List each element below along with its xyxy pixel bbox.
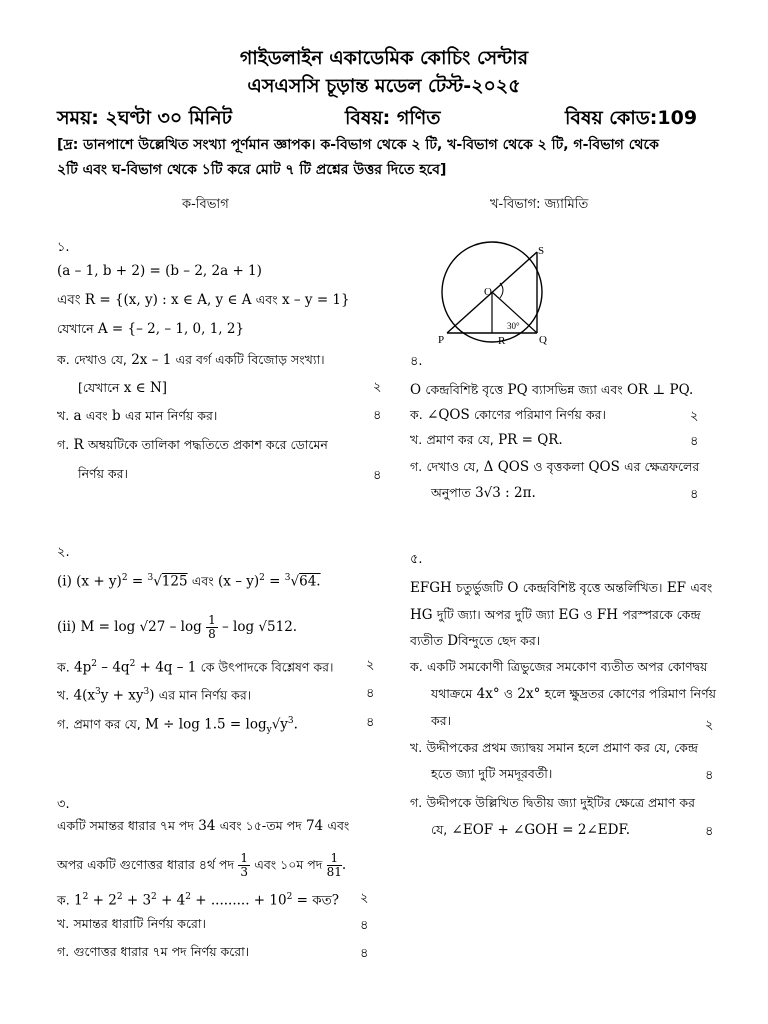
exam-title: এসএসসি চূড়ান্ত মডেল টেস্ট-২০২৫: [247, 75, 521, 97]
q1-part-ga: গ. R অম্বয়টিকে তালিকা পদ্ধতিতে প্রকাশ করে ডোমেন: [57, 437, 328, 453]
q2-kha-mark: ৪: [366, 686, 375, 701]
q5-stem-line-2: HG দুটি জ্যা। অপর দুটি জ্যা EG ও FH পরস্পরকে কেন্দ্র: [410, 607, 701, 623]
angle-label: 30°: [507, 321, 520, 331]
q4-ka-mark: ২: [690, 409, 699, 424]
q4-part-kha: খ. প্রমাণ কর যে, PR = QR.: [410, 432, 563, 448]
q1-ga-mark: ৪: [373, 468, 382, 483]
q3-ga-mark: ৪: [360, 946, 369, 961]
q1-part-ka: ক. দেখাও যে, 2x – 1 এর বর্গ একটি বিজোড় সংখ্যা।: [57, 352, 325, 368]
q3-part-ga: গ. গুণোত্তর ধারার ৭ম পদ নির্ণয় করো।: [57, 944, 250, 959]
section-kha-heading: খ-বিভাগ: জ্যামিতি: [490, 197, 589, 212]
question-number: ২.: [57, 545, 70, 560]
q5-part-ka-line-3: কর।: [431, 713, 452, 728]
q5-part-ga-line-2: যে, ∠EOF + ∠GOH = 2∠EDF.: [431, 822, 631, 838]
question-number: ৩.: [57, 797, 70, 812]
q5-part-ka-line-2: যথাক্রমে 4x° ও 2x° হলে ক্ষুদ্রতর কোণের পরিমাণ নির্ণয়: [431, 686, 717, 702]
label-r: R: [498, 335, 506, 347]
q1-relation: এবং R = {(x, y) : x ∈ A, y ∈ A এবং x – y = 1}: [57, 292, 350, 308]
label-s: S: [538, 245, 545, 257]
q5-stem-line-1: EFGH চতুর্ভুজটি O কেন্দ্রবিশিষ্ট বৃত্তে অন্তর্লিখিত। EF এবং: [410, 580, 713, 596]
q3-part-ka: ক. $1^2 + 2^2 + 3^2 + 4^2$ + ......... + $10^2$ = কত?: [57, 892, 340, 909]
q5-part-ka: ক. একটি সমকোণী ত্রিভুজের সমকোণ ব্যতীত অপর কোণদ্বয়: [410, 659, 708, 674]
q1-part-ka-cont: [যেখানে x ∈ N]: [78, 380, 168, 396]
q5-stem-line-3: ব্যতীত Dবিন্দুতে ছেদ কর।: [410, 633, 541, 649]
q5-ga-mark: ৪: [705, 824, 714, 839]
label-o: O: [484, 286, 492, 298]
q5-ka-mark: ২: [705, 718, 714, 733]
q1-part-ga-cont: নির্ণয় কর।: [78, 466, 129, 481]
q1-set-a: যেখানে A = {– 2, – 1, 0, 1, 2}: [57, 321, 245, 337]
circle-figure: [430, 232, 570, 347]
q2-ga-mark: ৪: [366, 715, 375, 730]
q4-part-ka: ক. ∠QOS কোণের পরিমাণ নির্ণয় কর।: [410, 407, 606, 423]
label-p: P: [438, 334, 445, 346]
institute-name: গাইডলাইন একাডেমিক কোচিং সেন্টার: [239, 47, 529, 69]
q2-part-i: (i) $(x + y)^2 = ^3√125$ এবং (x – y)$^2$ = $^3$√64.: [57, 573, 321, 590]
exam-subject: বিষয়: গণিত: [345, 107, 441, 129]
instruction-line-2: ২টি এবং ঘ-বিভাগ থেকে ১টি করে মোট ৭ টি প্রশ্নের উত্তর দিতে হবে]: [57, 162, 447, 178]
q2-part-kha: খ. $4(x^3y + xy^3)$ এর মান নির্ণয় কর।: [57, 687, 252, 704]
q1-equation: (a – 1, b + 2) = (b – 2, 2a + 1): [57, 263, 262, 279]
q2-ka-mark: ২: [366, 658, 375, 673]
section-ka-heading: ক-বিভাগ: [182, 197, 229, 212]
q1-part-kha: খ. a এবং b এর মান নির্ণয় কর।: [57, 408, 218, 424]
q4-part-ga: গ. দেখাও যে, Δ QOS ও বৃত্তকলা QOS এর ক্ষেত্রফলের: [410, 459, 700, 475]
q3-stem-line-2: অপর একটি গুণোত্তর ধারার ৪র্থ পদ $\frac{1}{3}$ এবং ১০ম পদ $\frac{1}{81}$ .: [57, 851, 347, 879]
label-q: Q: [539, 334, 547, 346]
q1-ka-mark: ২: [373, 380, 382, 395]
q5-part-ga: গ. উদ্দীপকে উল্লিখিত দ্বিতীয় জ্যা দুইটির ক্ষেত্রে প্রমাণ কর: [410, 795, 696, 810]
question-number: ১.: [57, 240, 70, 255]
q3-kha-mark: ৪: [360, 918, 369, 933]
q2-part-ii: (ii) M = log √27 – log $\frac{1}{8}$ – log √512.: [57, 613, 298, 641]
q4-ga-mark: ৪: [690, 487, 699, 502]
q3-part-kha: খ. সমান্তর ধারাটি নির্ণয় করো।: [57, 916, 206, 931]
exam-time: সময়: ২ঘণ্টা ৩০ মিনিট: [57, 107, 232, 129]
subject-code: বিষয় কোড:109: [565, 107, 698, 129]
question-number: ৫.: [410, 552, 423, 567]
q3-stem-line-1: একটি সমান্তর ধারার ৭ম পদ 34 এবং ১৫-তম পদ 74 এবং: [57, 818, 350, 834]
q4-kha-mark: ৪: [690, 434, 699, 449]
q3-ka-mark: ২: [360, 891, 369, 906]
q5-part-kha-line-2: হতে জ্যা দুটি সমদূরবর্তী।: [431, 766, 553, 781]
instruction-line-1: [দ্র: ডানপাশে উল্লেখিত সংখ্যা পূর্ণমান জ্ঞাপক। ক-বিভাগ থেকে ২ টি, খ-বিভাগ থেকে ২ টি, গ-বিভাগ থেকে: [57, 137, 659, 153]
q1-kha-mark: ৪: [373, 408, 382, 423]
question-number: ৪.: [410, 354, 423, 369]
q4-part-ga-cont: অনুপাত 3√3 : 2π.: [431, 485, 536, 501]
q2-part-ka: ক. $4p^2 - 4q^2 + 4q - 1$ কে উৎপাদকে বিশ্লেষণ কর।: [57, 659, 334, 676]
q4-stem: O কেন্দ্রবিশিষ্ট বৃত্তে PQ ব্যাসভিন্ন জ্যা এবং OR ⊥ PQ.: [410, 382, 694, 398]
q5-kha-mark: ৪: [705, 768, 714, 783]
q5-part-kha: খ. উদ্দীপকের প্রথম জ্যাদ্বয় সমান হলে প্রমাণ কর যে, কেন্দ্র: [410, 740, 698, 755]
instructions: [57, 133, 737, 183]
q2-part-ga: গ. প্রমাণ কর যে, $M \div \log 1.5 = \log_y√y^3$.: [57, 716, 298, 736]
